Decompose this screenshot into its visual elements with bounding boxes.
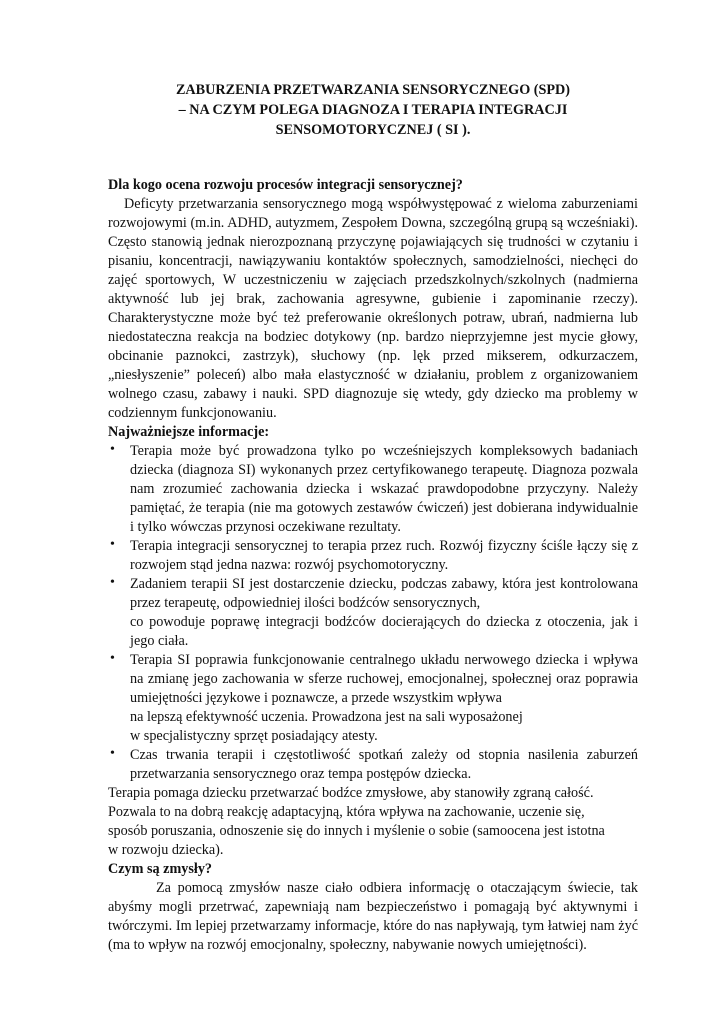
paragraph-senses: Za pomocą zmysłów nasze ciało odbiera informację o otaczającym świecie, tak abyśmy mogli przetrwać, zapewniają nam bezpieczeństwo i pomagają być aktywnymi i twórczymi. Im lepiej przetwarzamy informacje, które do nas napływają, tym łatwiej nam żyć (ma to wpływ na rozwój emocjonalny, społeczny, nabywanie nowych umiejętności). — [108, 880, 638, 953]
bullet-icon: • — [110, 651, 115, 666]
list-item — [108, 575, 638, 651]
bullet-icon: • — [110, 575, 115, 590]
list-item-text: Terapia SI poprawia funkcjonowanie centralnego układu nerwowego dziecka i wpływa na zmianę jego zachowania w sferze ruchowej, emocjonalnej, społecznej oraz poprawia umiejętności językowe i poznawcze, a przede wszystkim wpływa na lepszą efektywność uczenia. Prowadzona jest na sali wyposażonej w specjalistyczny sprzęt posiadający atesty. — [130, 652, 638, 744]
list-item — [108, 537, 638, 575]
bullet-icon: • — [110, 746, 115, 761]
section-heading-key-info: Najważniejsze informacje: — [108, 424, 270, 440]
document-body — [108, 176, 638, 955]
list-item — [108, 746, 638, 784]
paragraph-therapy-summary: Terapia pomaga dziecku przetwarzać bodźce zmysłowe, aby stanowiły zgraną całość. Pozwala to na dobrą reakcję adaptacyjną, która wpływa na zachowanie, uczenie się, sposób poruszania, odnoszenie się do innych i myślenie o sobie (samoocena jest istotna w rozwoju dziecka). — [108, 785, 605, 858]
list-item-text: Terapia może być prowadzona tylko po wcześniejszych kompleksowych badaniach dziecka (diagnoza SI) wykonanych przez certyfikowanego terapeutę. Diagnoza pozwala nam zrozumieć zachowania dziecka i wskazać prawdopodobne przyczyny. Należy pamiętać, że terapia (nie ma gotowych zestawów ćwiczeń) jest dobierana indywidualnie i tylko wówczas przynosi oczekiwane rezultaty. — [130, 443, 638, 535]
title-line-1: ZABURZENIA PRZETWARZANIA SENSORYCZNEGO (SPD) — [175, 82, 571, 98]
section-heading-assessment: Dla kogo ocena rozwoju procesów integracji sensorycznej? — [108, 177, 463, 193]
paragraph-deficits: Deficyty przetwarzania sensorycznego mogą współwystępować z wieloma zaburzeniami rozwojowymi (m.in. ADHD, autyzmem, Zespołem Downa, szczególną grupą są wcześniaki). Często stanowią jednak nierozpoznaną przyczynę pojawiających się trudności w czytaniu i pisaniu, koncentracji, nawiązywaniu kontaktów społecznych, samodzielności, niechęci do zajęć sportowych, W uczestniczeniu w zajęciach przedszkolnych/szkolnych (nadmierna aktywność lub jej brak, zachowania agresywne, gubienie i zapominanie rzeczy). Charakterystyczne może być też preferowanie określonych potraw, ubrań, nadmierna lub niedostateczna reakcja na bodziec dotykowy (np. bardzo nieprzyjemne jest mycie głowy, obcinanie paznokci, zastrzyk), słuchowy (np. lęk przed mikserem, odkurzaczem, „niesłyszenie” poleceń) albo mała elastyczność w działaniu, problem z organizowaniem wolnego czasu, zabawy i nauki. SPD diagnozuje się wtedy, gdy dziecko ma problemy w codziennym funkcjonowaniu. — [108, 196, 638, 421]
title-line-2: – NA CZYM POLEGA DIAGNOZA I TERAPIA INTEGRACJI — [178, 102, 568, 118]
list-item-text: Zadaniem terapii SI jest dostarczenie dziecku, podczas zabawy, która jest kontrolowana przez terapeutę, odpowiedniej ilości bodźców sensorycznych, co powoduje poprawę integracji bodźców docierających do dziecka z otoczenia, jak i jego ciała. — [130, 576, 638, 649]
section-heading-senses: Czym są zmysły? — [108, 861, 213, 877]
bullet-icon: • — [110, 537, 115, 552]
list-item-text: Czas trwania terapii i częstotliwość spotkań zależy od stopnia nasilenia zaburzeń przetwarzania sensorycznego oraz tempa postępów dziecka. — [130, 747, 638, 782]
list-item-text: Terapia integracji sensorycznej to terapia przez ruch. Rozwój fizyczny ściśle łączy się z rozwojem stąd jedna nazwa: rozwój psychomotoryczny. — [130, 538, 638, 573]
list-item — [108, 651, 638, 746]
list-item — [108, 442, 638, 537]
title-line-3: SENSOMOTORYCZNEJ ( SI ). — [275, 122, 471, 138]
document-title — [108, 80, 638, 140]
key-info-list — [108, 442, 638, 784]
bullet-icon: • — [110, 442, 115, 457]
